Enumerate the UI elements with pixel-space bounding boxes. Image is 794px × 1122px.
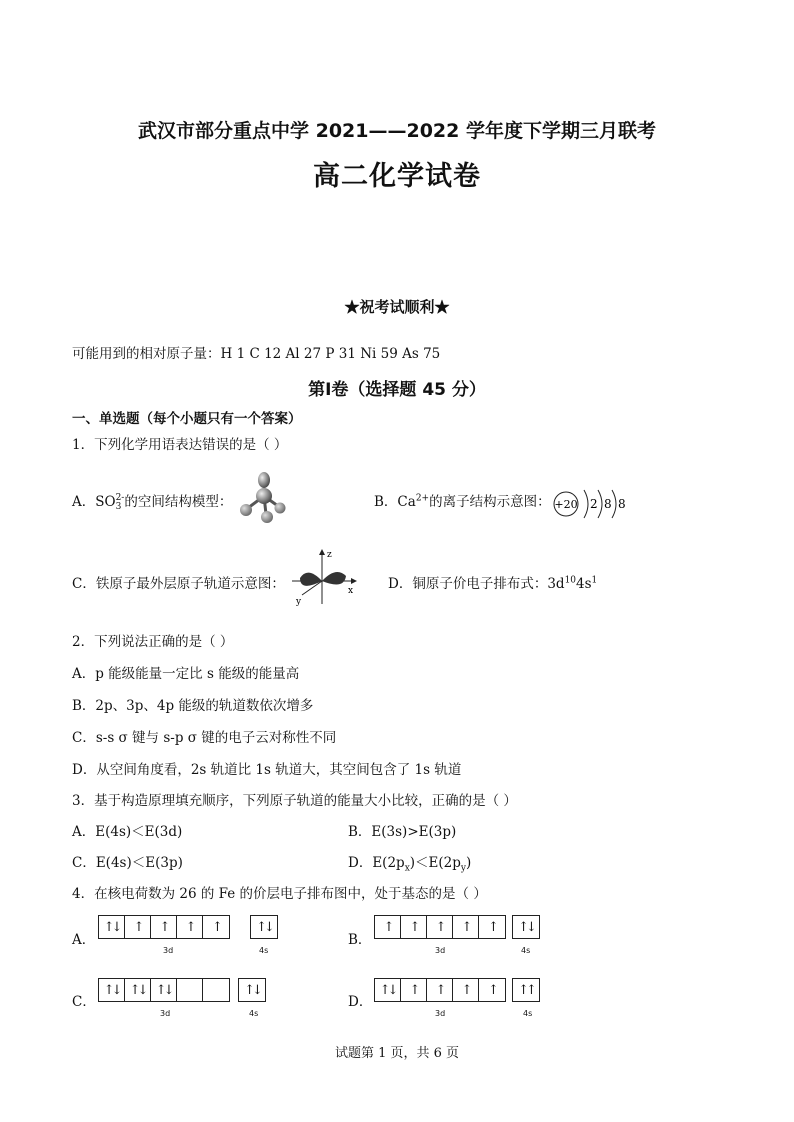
- orbital-cell: ↑: [401, 979, 427, 1001]
- q2-option-c: C．s-s σ 键与 s-p σ 键的电子云对称性不同: [72, 730, 337, 746]
- q4-option-d-4s-box: [512, 978, 540, 1002]
- orbital-cell: [177, 979, 203, 1001]
- orbital-cell: ↑↓: [151, 979, 177, 1001]
- q4-option-d-3d-label: 3d: [435, 1009, 446, 1018]
- part-heading: 一、单选题（每个小题只有一个答案）: [72, 411, 302, 427]
- q3-option-d: D．$E(2p_x)<E(2p_y)$: [348, 855, 472, 874]
- q4-option-c-4s-box: [238, 978, 266, 1002]
- q4-option-a-3d-boxes: [98, 915, 230, 939]
- q4-option-a-letter: A．: [72, 932, 96, 948]
- orbital-cell: ↑↓: [375, 979, 401, 1001]
- ca-shell-3: 8: [618, 497, 626, 511]
- orbital-cell: ↑: [125, 916, 151, 938]
- q3-stem: 3．基于构造原理填充顺序，下列原子轨道的能量大小比较，正确的是（ ）: [72, 793, 517, 809]
- atomic-masses: 可能用到的相对原子量：H 1 C 12 Al 27 P 31 Ni 59 As 75: [72, 346, 441, 362]
- q2-option-b: B．2p、3p、4p 能级的轨道数依次增多: [72, 698, 314, 714]
- orbital-cell: ↑↓: [244, 982, 260, 998]
- section-title: 第Ⅰ卷（选择题 45 分）: [308, 380, 486, 400]
- so3-structure-model-icon: [236, 470, 292, 526]
- q4-option-b-4s-label: 4s: [521, 946, 531, 955]
- q4-option-a-4s-label: 4s: [259, 946, 269, 955]
- q2-stem: 2．下列说法正确的是（ ）: [72, 634, 234, 650]
- orbital-cell: ↑: [488, 982, 496, 998]
- ca-shell-1: 2: [590, 497, 598, 511]
- orbital-cell: ↑↓: [99, 979, 125, 1001]
- q3-option-b: B．E(3s)>E(3p): [348, 824, 457, 840]
- axis-x-label: x: [348, 586, 354, 596]
- q4-option-a-4s-box: [250, 915, 278, 939]
- axis-y-label: y: [296, 597, 302, 607]
- q4-option-b-3d-boxes: [374, 915, 506, 939]
- orbital-cell: ↑: [488, 919, 496, 935]
- orbital-cell: ↑: [212, 919, 220, 935]
- orbital-cell: ↑: [151, 916, 177, 938]
- orbital-cell: ↑: [177, 916, 203, 938]
- orbital-cell: ↑↓: [256, 919, 272, 935]
- q4-option-b-4s-box: [512, 915, 540, 939]
- q1-option-b: B．$Ca^{2+}$的离子结构示意图：: [374, 493, 551, 510]
- q4-option-c-4s-label: 4s: [249, 1009, 259, 1018]
- q3-option-c: C．E(4s)＜E(3p): [72, 855, 183, 871]
- orbital-cell: ↑: [453, 979, 479, 1001]
- orbital-cell: ↑: [401, 916, 427, 938]
- orbital-cell: ↑↓: [125, 979, 151, 1001]
- q4-option-d-letter: D．: [348, 994, 373, 1010]
- q1-option-d: D．铜原子价电子排布式：$3d^{10}4s^1$: [388, 575, 598, 592]
- orbital-cell: ↑: [427, 979, 453, 1001]
- q4-stem: 4．在核电荷数为 26 的 Fe 的价层电子排布图中，处于基态的是（ ）: [72, 886, 487, 902]
- orbital-cell: ↑: [453, 916, 479, 938]
- q4-option-c-letter: C．: [72, 994, 96, 1010]
- page-footer: 试题第 1 页，共 6 页: [334, 1046, 460, 1061]
- q4-option-d-3d-boxes: [374, 978, 506, 1002]
- orbital-cell: ↑: [375, 916, 401, 938]
- q4-option-b-3d-label: 3d: [435, 946, 446, 955]
- ca-nucleus-label: +20: [554, 498, 578, 511]
- exam-title: 武汉市部分重点中学 2021——2022 学年度下学期三月联考: [138, 120, 656, 142]
- q1-stem: 1．下列化学用语表达错误的是（ ）: [72, 437, 288, 453]
- exam-wish: ★祝考试顺利★: [344, 298, 450, 316]
- q2-option-d: D．从空间角度看，2s 轨道比 1s 轨道大，其空间包含了 1s 轨道: [72, 762, 462, 778]
- q4-option-d-4s-label: 4s: [523, 1009, 533, 1018]
- orbital-cell: ↑↓: [99, 916, 125, 938]
- axis-z-label: z: [327, 550, 332, 560]
- q3-option-a: A．E(4s)＜E(3d): [72, 824, 183, 840]
- orbital-cell: ↑: [427, 916, 453, 938]
- exam-subject: 高二化学试卷: [313, 161, 481, 192]
- q4-option-a-3d-label: 3d: [163, 946, 174, 955]
- orbital-cell: ↑↑: [518, 982, 534, 998]
- q4-option-c-3d-boxes: [98, 978, 230, 1002]
- orbital-cell: ↑↓: [518, 919, 534, 935]
- fe-orbital-diagram: [286, 548, 362, 608]
- q1-option-a: A．SO 2- 3 的空间结构模型：: [72, 492, 233, 512]
- q2-option-a: A．p 能级能量一定比 s 能级的能量高: [72, 666, 300, 682]
- ca-ion-structure-diagram: [550, 486, 630, 526]
- q1-option-c: C．铁原子最外层原子轨道示意图：: [72, 576, 285, 592]
- q4-option-b-letter: B．: [348, 932, 372, 948]
- q4-option-c-3d-label: 3d: [160, 1009, 171, 1018]
- orbital-cell: [203, 979, 229, 1001]
- ca-shell-2: 8: [604, 497, 612, 511]
